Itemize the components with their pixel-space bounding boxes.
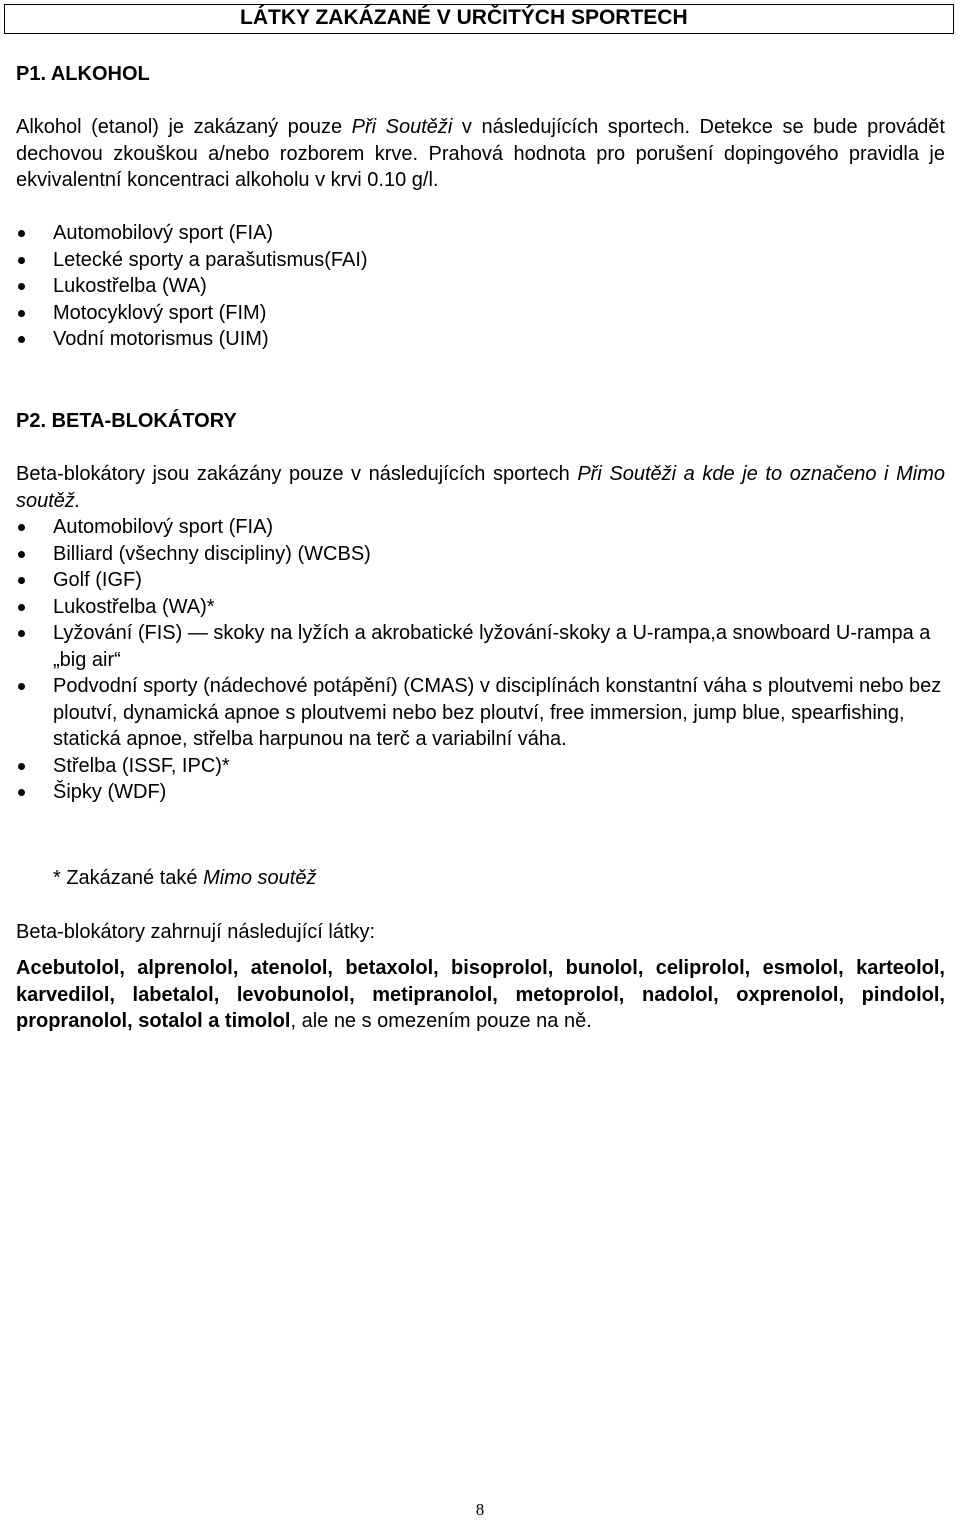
alkohol-sport-list — [16, 220, 946, 353]
list-item — [16, 220, 946, 247]
alkohol-intro — [16, 114, 945, 194]
bullet-icon — [18, 630, 25, 637]
list-item — [16, 594, 946, 621]
bullet-icon — [18, 683, 25, 690]
substances-names: Acebutolol, alprenolol, atenolol, betaxolol, bisoprolol, bunolol, celiprolol, esmolol, karteolol, karvedilol, labetalol, levobunolol, metipranolol, metoprolol, nadolol, oxprenolol, pindolol, propranolol, sotalol a timolol — [16, 957, 945, 1032]
list-item — [16, 673, 946, 753]
bullet-icon — [18, 310, 25, 317]
list-item — [16, 753, 946, 780]
footnote-prefix: * Zakázané také — [53, 867, 204, 889]
bullet-icon — [18, 257, 25, 264]
list-item — [16, 273, 946, 300]
list-item-text: Střelba (ISSF, IPC)* — [53, 754, 230, 777]
bullet-icon — [18, 283, 25, 290]
list-item-text: Vodní motorismus (UIM) — [53, 328, 269, 350]
list-item — [16, 326, 946, 353]
list-item-text: Motocyklový sport (FIM) — [53, 301, 267, 324]
bullet-icon — [18, 577, 25, 584]
bullet-icon — [18, 524, 25, 531]
list-item-text: Šipky (WDF) — [53, 781, 167, 803]
footnote-italic: Mimo soutěž — [203, 867, 317, 889]
bullet-icon — [18, 230, 25, 237]
bullet-icon — [18, 551, 25, 558]
beta-intro-run-3: a kde je to označeno i Mimo soutěž. — [16, 463, 945, 512]
list-item-text: Lyžování (FIS) — skoky na lyžích a akrobatické lyžování-skoky a U-rampa,a snowboard U-rampa a „big air“ — [53, 622, 931, 671]
list-item — [16, 779, 946, 806]
list-item-text: Letecké sporty a parašutismus(FAI) — [53, 248, 368, 271]
beta-intro-run-1: Beta-blokátory jsou zakázány pouze v následujících sportech — [16, 463, 578, 485]
substances-tail: , ale ne s omezením pouze na ně. — [290, 1010, 592, 1032]
beta-sport-list — [16, 514, 946, 806]
bullet-icon — [18, 763, 25, 770]
list-item — [16, 541, 946, 568]
page-number: 8 — [475, 1500, 485, 1519]
list-item — [16, 514, 946, 541]
substances-intro: Beta-blokátory zahrnují následující látky: — [16, 921, 376, 943]
page-title: LÁTKY ZAKÁZANÉ V URČITÝCH SPORTECH — [240, 6, 688, 29]
bullet-icon — [18, 604, 25, 611]
list-item-text: Golf (IGF) — [53, 569, 142, 591]
bullet-icon — [18, 789, 25, 796]
list-item-text: Podvodní sporty (nádechové potápění) (CMAS) v disciplínách konstantní váha s ploutvemi nebo bez ploutví, dynamická apnoe s ploutvemi nebo bez ploutví, free immersion, jump blue, spearfishing, statická apnoe, střelba harpunou na terč a variabilní váha. — [53, 675, 942, 750]
list-item-text: Lukostřelba (WA)* — [53, 595, 215, 618]
beta-intro — [16, 461, 945, 514]
bullet-icon — [18, 336, 25, 343]
section-heading-alkohol: P1. ALKOHOL — [16, 63, 150, 85]
substances-list — [16, 955, 945, 1035]
list-item — [16, 247, 946, 274]
alkohol-intro-run-3: v následujících sportech. Detekce se bude provádět dechovou zkouškou a/nebo rozborem krve. Prahová hodnota pro porušení dopingového pravidla je ekvivalentní koncentraci alkoholu v krvi 0.10 g/l. — [16, 116, 945, 191]
list-item — [16, 300, 946, 327]
list-item-text: Billiard (všechny discipliny) (WCBS) — [53, 542, 371, 565]
alkohol-intro-run-1: Alkohol (etanol) je zakázaný pouze — [16, 116, 352, 138]
list-item — [16, 620, 946, 673]
list-item-text: Lukostřelba (WA) — [53, 275, 207, 297]
list-item — [16, 567, 946, 594]
footnote-mimo-soutez — [53, 867, 316, 890]
section-heading-beta-blokatory: P2. BETA-BLOKÁTORY — [16, 410, 237, 432]
list-item-text: Automobilový sport (FIA) — [53, 222, 274, 244]
list-item-text: Automobilový sport (FIA) — [53, 516, 274, 538]
beta-intro-run-2: Při Soutěži — [577, 463, 677, 485]
alkohol-intro-run-2: Při Soutěži — [351, 116, 453, 138]
